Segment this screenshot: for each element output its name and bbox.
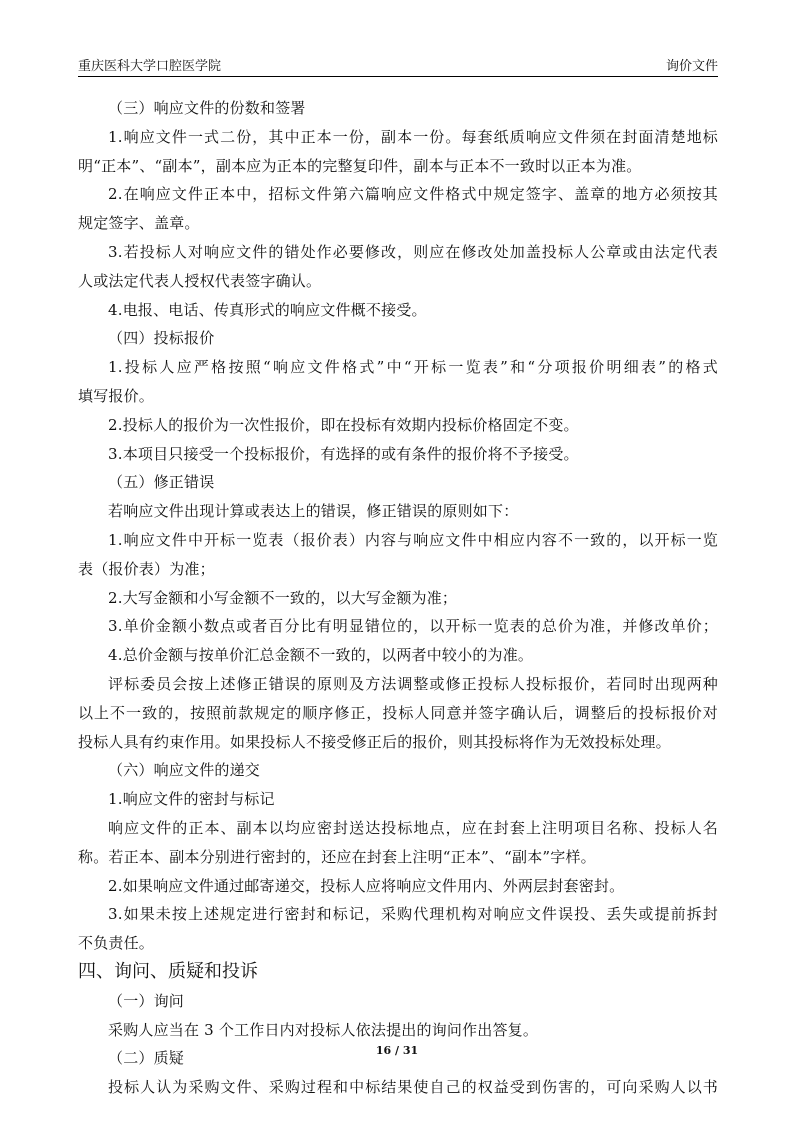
text-line: （一）询问 xyxy=(108,991,185,1010)
text-line: 1.响应文件一式二份，其中正本一份，副本一份。每套纸质响应文件须在封面清楚地标 xyxy=(108,127,718,146)
text-line: （三）响应文件的份数和签署 xyxy=(108,99,306,117)
text-line: 2.在响应文件正本中，招标文件第六篇响应文件格式中规定签字、盖章的地方必须按其 xyxy=(108,185,718,204)
text-line: 表（报价表）为准； xyxy=(78,559,215,578)
text-line: 以上不一致的，按照前款规定的顺序修正，投标人同意并签字确认后，调整后的投标报价对 xyxy=(78,703,718,722)
text-line: 2.投标人的报价为一次性报价，即在投标有效期内投标价格固定不变。 xyxy=(108,415,579,434)
text-line: 响应文件的正本、副本以均应密封送达投标地点，应在封套上注明项目名称、投标人名 xyxy=(108,818,718,837)
text-line: 1.响应文件中开标一览表（报价表）内容与响应文件中相应内容不一致的，以开标一览 xyxy=(108,530,718,549)
text-line: 称。若正本、副本分别进行密封的，还应在封套上注明“正本”、“副本”字样。 xyxy=(78,847,596,866)
text-line: （五）修正错误 xyxy=(108,473,215,492)
text-line: 1.投标人应严格按照“响应文件格式”中“开标一览表”和“分项报价明细表”的格式 xyxy=(108,358,718,377)
text-line: （四）投标报价 xyxy=(108,329,215,348)
text-line: 规定签字、盖章。 xyxy=(78,214,200,233)
text-line: 3.如果未按上述规定进行密封和标记，采购代理机构对响应文件误投、丢失或提前拆封 xyxy=(108,905,718,924)
text-line: 2.大写金额和小写金额不一致的，以大写金额为准； xyxy=(108,588,458,607)
text-line: （二）质疑 xyxy=(108,1049,185,1068)
text-line: 人或法定代表人授权代表签字确认。 xyxy=(78,271,322,290)
header-institution: 重庆医科大学口腔医学院 xyxy=(78,59,222,74)
text-line: 3.若投标人对响应文件的错处作必要修改，则应在修改处加盖投标人公章或由法定代表 xyxy=(108,242,718,261)
section-heading: 四、询问、质疑和投诉 xyxy=(78,960,258,982)
text-line: 4.总价金额与按单价汇总金额不一致的，以两者中较小的为准。 xyxy=(108,646,534,665)
text-line: 2.如果响应文件通过邮寄递交，投标人应将响应文件用内、外两层封套密封。 xyxy=(108,876,625,895)
text-line: 明“正本”、“副本”，副本应为正本的完整复印件，副本与正本不一致时以正本为准。 xyxy=(78,156,642,175)
text-line: 投标人认为采购文件、采购过程和中标结果使自己的权益受到伤害的，可向采购人以书 xyxy=(108,1078,718,1097)
text-line: 3.单价金额小数点或者百分比有明显错位的，以开标一览表的总价为准，并修改单价； xyxy=(108,617,718,636)
header-document-type: 询价文件 xyxy=(665,59,718,74)
text-line: 4.电报、电话、传真形式的响应文件概不接受。 xyxy=(108,300,427,319)
page-number: 16 / 31 xyxy=(375,1044,419,1057)
header-divider xyxy=(78,76,718,77)
text-line: 投标人具有约束作用。如果投标人不接受修正后的报价，则其投标将作为无效投标处理。 xyxy=(78,732,671,751)
text-line: 不负责任。 xyxy=(78,934,155,953)
document-body xyxy=(78,94,718,1102)
text-line: 若响应文件出现计算或表达上的错误，修正错误的原则如下： xyxy=(108,502,519,521)
text-line: 采购人应当在 3 个工作日内对投标人依法提出的询问作出答复。 xyxy=(108,1020,539,1039)
text-line: 评标委员会按上述修正错误的原则及方法调整或修正投标人投标报价，若同时出现两种 xyxy=(108,674,718,693)
page-header xyxy=(78,52,718,74)
text-line: （六）响应文件的递交 xyxy=(108,761,261,780)
text-line: 填写报价。 xyxy=(78,386,155,405)
text-line: 3.本项目只接受一个投标报价，有选择的或有条件的报价将不予接受。 xyxy=(108,444,579,463)
text-line: 1.响应文件的密封与标记 xyxy=(108,790,275,809)
